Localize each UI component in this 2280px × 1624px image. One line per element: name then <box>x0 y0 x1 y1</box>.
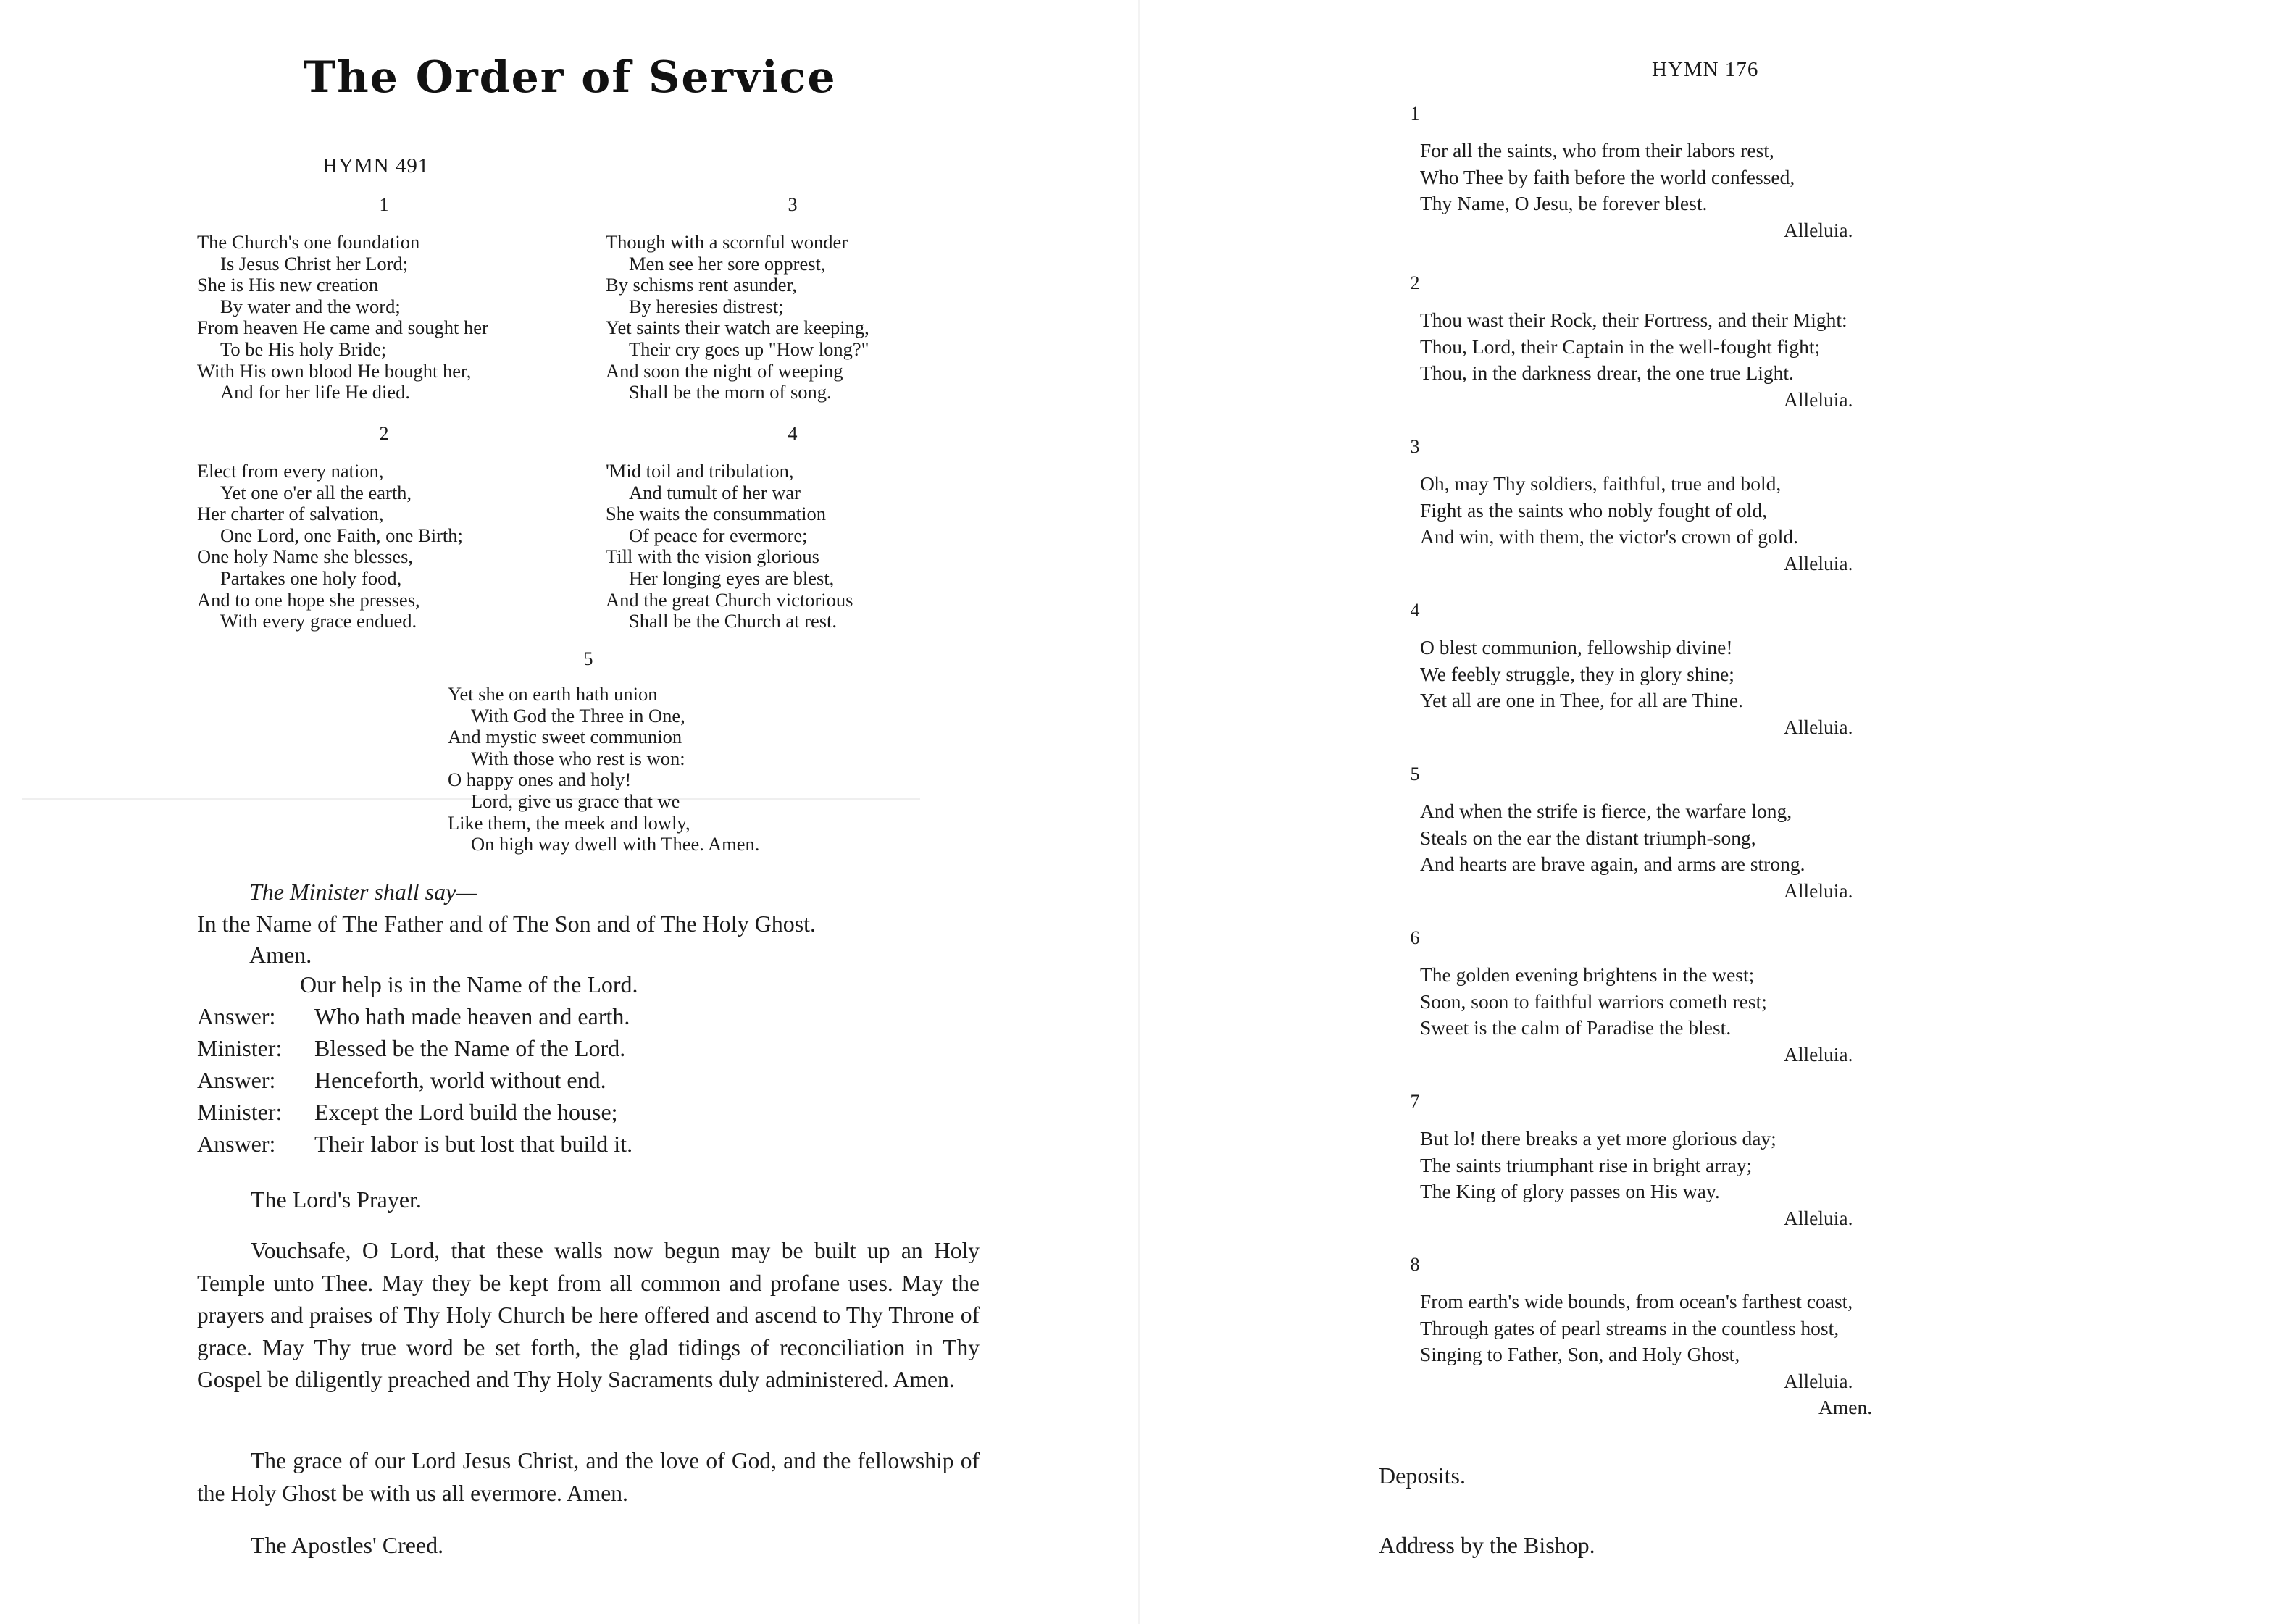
verse-line: By schisms rent asunder, <box>606 274 797 296</box>
verse-stanza <box>606 232 869 403</box>
verse-line: Thou wast their Rock, their Fortress, and their Might: <box>1420 309 1847 331</box>
verse-line: O blest communion, fellowship divine! <box>1420 636 1733 658</box>
verse-line: Of peace for evermore; <box>629 524 808 546</box>
verse-line: One holy Name she blesses, <box>197 545 414 568</box>
verse-number: 3 <box>1410 436 1420 457</box>
dedication-prayer-text: Vouchsafe, O Lord, that these walls now begun may be built up an Holy Temple unto Thee. May they be kept from all common and profane uses. May the prayers and praises of Thy Holy Church be here offered and ascend to Thy Throne of grace. May Thy true word be set forth, the glad tidings of reconciliation in Thy Gospel be diligently preached and Thy Holy Sacraments duly administered. Amen. <box>197 1238 980 1392</box>
verse-line: The saints triumphant rise in bright array; <box>1420 1153 1753 1176</box>
verse-line: And the great Church victorious <box>606 588 853 611</box>
right-page <box>1140 0 2280 1624</box>
verse-line: And hearts are brave again, and arms are strong. <box>1420 853 1805 875</box>
verse-number: 8 <box>1410 1254 1420 1275</box>
verse-line: From heaven He came and sought her <box>197 317 488 339</box>
response-speaker: Answer: <box>197 1067 276 1093</box>
response-line <box>197 1003 630 1030</box>
response-speaker: Answer: <box>197 1131 276 1157</box>
response-text: Henceforth, world without end. <box>314 1067 606 1093</box>
verse-line: Steals on the ear the distant triumph-song, <box>1420 826 1756 849</box>
verse-number: 6 <box>1410 927 1420 948</box>
verse-line: And mystic sweet communion <box>448 726 682 748</box>
verse-line: By heresies distrest; <box>629 295 784 317</box>
verse-stanza <box>606 461 853 632</box>
response-line <box>197 1131 632 1158</box>
verse-line: Who Thee by faith before the world confessed, <box>1420 165 1795 188</box>
bishop-address: Address by the Bishop. <box>1379 1532 1595 1558</box>
verse-stanza <box>1420 471 1853 577</box>
verse-stanza <box>197 232 488 403</box>
verse-stanza <box>1420 962 1853 1068</box>
verse-line: We feebly struggle, they in glory shine; <box>1420 662 1734 685</box>
response-line <box>197 1035 625 1062</box>
verse-line: Yet saints their watch are keeping, <box>606 317 869 339</box>
response-speaker: Answer: <box>197 1003 276 1029</box>
verse-line: Like them, the meek and lowly, <box>448 811 690 834</box>
verse-number: 2 <box>1410 272 1420 293</box>
verse-line: The golden evening brightens in the west; <box>1420 963 1755 986</box>
verse-line: Yet she on earth hath union <box>448 683 658 705</box>
verse-line: And for her life He died. <box>220 381 410 403</box>
verse-line: Shall be the morn of song. <box>629 381 832 403</box>
verse-line: Through gates of pearl streams in the countless host, <box>1420 1316 1840 1339</box>
verse-line: With those who rest is won: <box>471 747 685 769</box>
verse-line: And soon the night of weeping <box>606 359 843 382</box>
verse-line: Her longing eyes are blest, <box>629 566 835 589</box>
dedication-prayer <box>197 1235 980 1397</box>
verse-stanza <box>197 461 463 632</box>
verse-line: From earth's wide bounds, from ocean's farthest coast, <box>1420 1290 1853 1313</box>
grace-blessing <box>197 1445 980 1510</box>
verse-line: She waits the consummation <box>606 503 826 525</box>
verse-line: Singing to Father, Son, and Holy Ghost, <box>1420 1343 1740 1365</box>
verse-line: Thou, Lord, their Captain in the well-fought fight; <box>1420 335 1821 358</box>
response-speaker: Minister: <box>197 1035 283 1061</box>
versicle: Our help is in the Name of the Lord. <box>300 971 638 997</box>
verse-refrain: Alleluia. <box>1784 715 1853 738</box>
verse-refrain: Alleluia. <box>1784 879 1853 902</box>
verse-refrain: Alleluia. <box>1784 388 1853 411</box>
verse-line: The Church's one foundation <box>197 231 420 253</box>
verse-line: And win, with them, the victor's crown of gold. <box>1420 525 1799 548</box>
verse-line: And tumult of her war <box>629 481 801 503</box>
verse-number: 3 <box>788 194 798 215</box>
verse-line: Partakes one holy food, <box>220 566 402 589</box>
verse-number: 5 <box>1410 763 1420 784</box>
invocation-amen: Amen. <box>249 942 312 968</box>
verse-stanza <box>1420 1126 1853 1231</box>
verse-line: Shall be the Church at rest. <box>629 610 838 632</box>
verse-stanza <box>1420 798 1853 904</box>
verse-line: To be His holy Bride; <box>220 338 387 360</box>
hymn-176-title: HYMN 176 <box>1652 58 1759 81</box>
verse-stanza <box>1420 635 1853 740</box>
apostles-creed: The Apostles' Creed. <box>251 1532 444 1558</box>
verse-line: On high way dwell with Thee. Amen. <box>471 833 760 855</box>
verse-line: For all the saints, who from their labors rest, <box>1420 139 1774 162</box>
verse-line: And when the strife is fierce, the warfare long, <box>1420 800 1792 822</box>
response-text: Blessed be the Name of the Lord. <box>314 1035 626 1061</box>
page-title: The Order of Service <box>303 52 837 103</box>
verse-line: Yet all are one in Thee, for all are Thine. <box>1420 689 1743 711</box>
verse-line: But lo! there breaks a yet more glorious day; <box>1420 1127 1776 1150</box>
response-text: Their labor is but lost that build it. <box>314 1131 633 1157</box>
verse-line: O happy ones and holy! <box>448 769 632 791</box>
verse-line: Men see her sore opprest, <box>629 252 826 275</box>
verse-line: One Lord, one Faith, one Birth; <box>220 524 463 546</box>
verse-stanza <box>1420 138 1853 243</box>
verse-refrain: Alleluia. <box>1784 218 1853 241</box>
verse-line: With God the Three in One, <box>471 704 685 727</box>
verse-line: Lord, give us grace that we <box>471 790 680 812</box>
verse-stanza <box>1420 307 1853 413</box>
verse-line: Thy Name, O Jesu, be forever blest. <box>1420 192 1708 214</box>
hymn-amen: Amen. <box>1818 1396 1873 1418</box>
verse-line: Though with a scornful wonder <box>606 231 848 253</box>
verse-number: 4 <box>1410 600 1420 621</box>
verse-refrain: Alleluia. <box>1784 1369 1853 1392</box>
lords-prayer: The Lord's Prayer. <box>251 1186 422 1213</box>
verse-number: 1 <box>379 194 389 215</box>
verse-line: Soon, soon to faithful warriors cometh rest; <box>1420 989 1767 1013</box>
verse-line: The King of glory passes on His way. <box>1420 1180 1720 1202</box>
verse-refrain: Alleluia. <box>1784 1206 1853 1229</box>
verse-number: 1 <box>1410 103 1420 124</box>
verse-line: She is His new creation <box>197 274 379 296</box>
verse-line: Oh, may Thy soldiers, faithful, true and bold, <box>1420 472 1782 495</box>
deposits: Deposits. <box>1379 1462 1466 1489</box>
verse-refrain: Alleluia. <box>1784 1042 1853 1066</box>
verse-line: Their cry goes up "How long?" <box>629 338 869 360</box>
verse-line: And to one hope she presses, <box>197 588 420 611</box>
verse-line: Is Jesus Christ her Lord; <box>220 252 409 275</box>
response-text: Except the Lord build the house; <box>314 1099 618 1125</box>
verse-line: With His own blood He bought her, <box>197 359 472 382</box>
minister-instruction: The Minister shall say— <box>249 879 477 905</box>
verse-number: 2 <box>379 423 389 444</box>
verse-line: Elect from every nation, <box>197 460 384 482</box>
response-line <box>197 1067 606 1094</box>
verse-line: Fight as the saints who nobly fought of old, <box>1420 498 1767 522</box>
verse-stanza <box>448 684 759 855</box>
hymn-491-title: HYMN 491 <box>322 154 430 177</box>
verse-line: Thou, in the darkness drear, the one true Light. <box>1420 361 1794 384</box>
verse-number: 7 <box>1410 1091 1420 1112</box>
verse-line: Sweet is the calm of Paradise the blest. <box>1420 1016 1732 1039</box>
verse-line: Yet one o'er all the earth, <box>220 481 412 503</box>
verse-line: Her charter of salvation, <box>197 503 384 525</box>
verse-number: 4 <box>788 423 798 444</box>
verse-line: By water and the word; <box>220 295 401 317</box>
grace-text: The grace of our Lord Jesus Christ, and the love of God, and the fellowship of the Holy Ghost be with us all evermore. Amen. <box>197 1448 980 1506</box>
response-line <box>197 1099 618 1126</box>
response-text: Who hath made heaven and earth. <box>314 1003 630 1029</box>
verse-line: Till with the vision glorious <box>606 545 819 568</box>
invocation: In the Name of The Father and of The Son and of The Holy Ghost. <box>197 911 817 937</box>
verse-refrain: Alleluia. <box>1784 551 1853 574</box>
response-speaker: Minister: <box>197 1099 283 1125</box>
verse-stanza <box>1420 1289 1872 1421</box>
verse-line: With every grace endued. <box>220 610 417 632</box>
verse-number: 5 <box>583 648 593 669</box>
verse-line: 'Mid toil and tribulation, <box>606 460 794 482</box>
